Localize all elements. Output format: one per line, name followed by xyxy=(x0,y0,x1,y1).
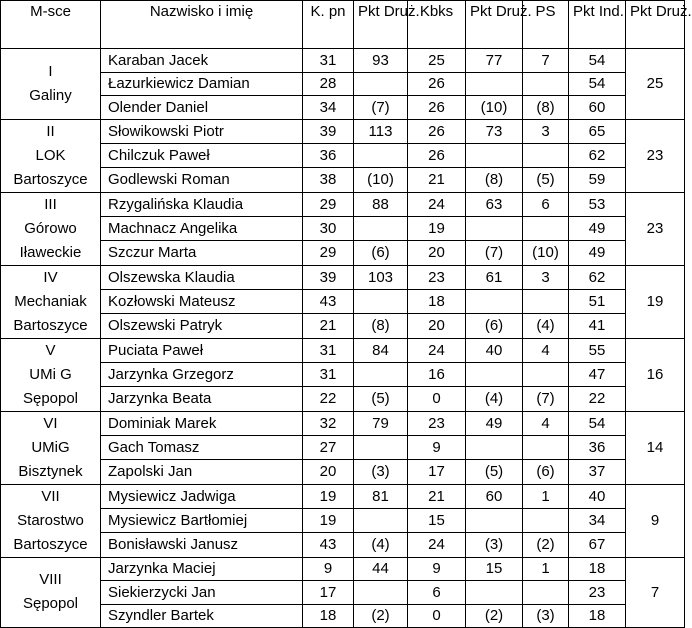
team-cell xyxy=(1,338,101,411)
player-name: Olender Daniel xyxy=(101,96,303,120)
team-cell xyxy=(1,119,101,192)
kbks-score: 23 xyxy=(408,411,466,435)
table-row xyxy=(1,387,685,411)
header-pkt-druz-kbks: Pkt Druż. xyxy=(466,1,523,49)
table-row xyxy=(1,484,685,508)
kpn-score: 39 xyxy=(303,265,354,289)
kbks-score: 26 xyxy=(408,96,466,120)
header-row xyxy=(1,1,685,49)
kpn-score: 43 xyxy=(303,289,354,313)
header-ps: PS xyxy=(523,1,569,49)
kpn-score: 31 xyxy=(303,362,354,386)
kbks-score: 20 xyxy=(408,314,466,338)
pkt-ind: 53 xyxy=(569,192,626,216)
kpn-score: 18 xyxy=(303,604,354,628)
player-name: Jarzynka Grzegorz xyxy=(101,362,303,386)
ps-team-rank: (7) xyxy=(523,387,569,411)
team-name-line: Bartoszyce xyxy=(13,316,88,334)
kpn-team-rank: (10) xyxy=(354,168,408,192)
player-name: Machnacz Angelika xyxy=(101,216,303,240)
table-row xyxy=(1,192,685,216)
pkt-ind: 47 xyxy=(569,362,626,386)
player-name: Dominiak Marek xyxy=(101,411,303,435)
player-name: Mysiewicz Jadwiga xyxy=(101,484,303,508)
table-row xyxy=(1,533,685,557)
pkt-ind: 62 xyxy=(569,143,626,167)
ps-team-points xyxy=(523,435,569,459)
player-name: Olszewska Klaudia xyxy=(101,265,303,289)
player-name: Mysiewicz Bartłomiej xyxy=(101,508,303,532)
header-kbks: Kbks xyxy=(408,1,466,49)
kpn-team-points xyxy=(354,362,408,386)
team-name-line: LOK xyxy=(35,146,66,164)
kpn-team-points: 93 xyxy=(354,49,408,73)
kpn-score: 29 xyxy=(303,192,354,216)
team-name-line: Mechaniak xyxy=(14,292,87,310)
kpn-team-points xyxy=(354,435,408,459)
team-name-line: Górowo xyxy=(24,219,77,237)
ps-team-rank: (3) xyxy=(523,604,569,628)
header-pkt-ind: Pkt Ind. xyxy=(569,1,626,49)
team-cell xyxy=(1,484,101,557)
table-row xyxy=(1,143,685,167)
results-body xyxy=(1,49,685,628)
kbks-score: 6 xyxy=(408,581,466,605)
table-row xyxy=(1,265,685,289)
kbks-score: 24 xyxy=(408,192,466,216)
table-row xyxy=(1,362,685,386)
pkt-ind: 37 xyxy=(569,460,626,484)
table-row xyxy=(1,216,685,240)
table-row xyxy=(1,435,685,459)
table-row xyxy=(1,289,685,313)
kpn-team-points: 103 xyxy=(354,265,408,289)
kpn-team-points xyxy=(354,508,408,532)
kpn-score: 29 xyxy=(303,241,354,265)
team-name-line: Starostwo xyxy=(17,511,84,529)
ps-team-points: 7 xyxy=(523,49,569,73)
kpn-score: 36 xyxy=(303,143,354,167)
team-name-line: Sępopol xyxy=(22,389,79,407)
kbks-team-rank: (2) xyxy=(466,604,523,628)
kbks-score: 26 xyxy=(408,119,466,143)
kbks-team-points: 60 xyxy=(466,484,523,508)
team-place: II xyxy=(46,122,55,140)
kbks-score: 26 xyxy=(408,143,466,167)
kpn-team-rank: (7) xyxy=(354,96,408,120)
team-place: VI xyxy=(43,414,58,432)
team-name-line: Iławeckie xyxy=(19,243,82,261)
player-name: Jarzynka Maciej xyxy=(101,557,303,581)
kpn-score: 38 xyxy=(303,168,354,192)
kpn-score: 31 xyxy=(303,49,354,73)
table-row xyxy=(1,411,685,435)
player-name: Siekierzycki Jan xyxy=(101,581,303,605)
ps-team-points xyxy=(523,216,569,240)
kpn-team-rank: (6) xyxy=(354,241,408,265)
kpn-team-points: 81 xyxy=(354,484,408,508)
kpn-team-rank: (3) xyxy=(354,460,408,484)
team-place: VIII xyxy=(39,571,62,589)
ps-team-points xyxy=(523,508,569,532)
ps-team-points: 4 xyxy=(523,338,569,362)
pkt-ind: 40 xyxy=(569,484,626,508)
final-team-points: 14 xyxy=(626,411,685,484)
kpn-score: 22 xyxy=(303,387,354,411)
player-name: Łazurkiewicz Damian xyxy=(101,72,303,96)
kbks-score: 23 xyxy=(408,265,466,289)
kbks-team-points: 63 xyxy=(466,192,523,216)
kpn-score: 30 xyxy=(303,216,354,240)
ps-team-points xyxy=(523,72,569,96)
player-name: Kozłowski Mateusz xyxy=(101,289,303,313)
player-name: Gach Tomasz xyxy=(101,435,303,459)
kbks-team-points: 61 xyxy=(466,265,523,289)
ps-team-rank: (4) xyxy=(523,314,569,338)
team-name-line: UMiG xyxy=(31,438,70,456)
team-name-line: Galiny xyxy=(29,86,72,104)
table-row xyxy=(1,604,685,628)
header-kpn: K. pn xyxy=(303,1,354,49)
kbks-score: 17 xyxy=(408,460,466,484)
kbks-team-rank: (5) xyxy=(466,460,523,484)
final-team-points: 19 xyxy=(626,265,685,338)
kbks-score: 24 xyxy=(408,338,466,362)
kpn-team-points: 84 xyxy=(354,338,408,362)
ps-team-rank: (6) xyxy=(523,460,569,484)
kbks-team-points: 77 xyxy=(466,49,523,73)
team-name-line: Bartoszyce xyxy=(13,170,88,188)
table-row xyxy=(1,119,685,143)
table-row xyxy=(1,557,685,581)
kbks-score: 26 xyxy=(408,72,466,96)
header-name: Nazwisko i imię xyxy=(101,1,303,49)
kbks-score: 18 xyxy=(408,289,466,313)
pkt-ind: 22 xyxy=(569,387,626,411)
kbks-team-points: 40 xyxy=(466,338,523,362)
ps-team-rank: (10) xyxy=(523,241,569,265)
team-name-line: UMi G xyxy=(29,365,72,383)
ps-team-points: 1 xyxy=(523,557,569,581)
pkt-ind: 54 xyxy=(569,411,626,435)
header-pkt-druz-final: Pkt Druż. xyxy=(626,1,685,49)
kbks-team-points xyxy=(466,508,523,532)
player-name: Jarzynka Beata xyxy=(101,387,303,411)
kbks-team-rank: (6) xyxy=(466,314,523,338)
ps-team-points: 3 xyxy=(523,119,569,143)
ps-team-rank: (5) xyxy=(523,168,569,192)
kpn-score: 28 xyxy=(303,72,354,96)
kpn-score: 19 xyxy=(303,508,354,532)
kpn-team-points: 113 xyxy=(354,119,408,143)
team-place: V xyxy=(45,341,56,359)
kbks-score: 25 xyxy=(408,49,466,73)
header-pkt-druz-kpn: Pkt Druż. xyxy=(354,1,408,49)
table-row xyxy=(1,72,685,96)
team-cell xyxy=(1,265,101,338)
final-team-points: 7 xyxy=(626,557,685,628)
kbks-team-rank: (8) xyxy=(466,168,523,192)
final-team-points: 23 xyxy=(626,119,685,192)
kbks-score: 9 xyxy=(408,557,466,581)
pkt-ind: 65 xyxy=(569,119,626,143)
kbks-score: 20 xyxy=(408,241,466,265)
kbks-team-points xyxy=(466,581,523,605)
kbks-team-rank: (3) xyxy=(466,533,523,557)
ps-team-points: 1 xyxy=(523,484,569,508)
kbks-team-points xyxy=(466,362,523,386)
kpn-score: 21 xyxy=(303,314,354,338)
kbks-team-rank: (4) xyxy=(466,387,523,411)
player-name: Puciata Paweł xyxy=(101,338,303,362)
pkt-ind: 18 xyxy=(569,604,626,628)
player-name: Zapolski Jan xyxy=(101,460,303,484)
team-place: I xyxy=(48,62,53,80)
pkt-ind: 62 xyxy=(569,265,626,289)
kpn-score: 17 xyxy=(303,581,354,605)
team-name-line: Bartoszyce xyxy=(13,535,88,553)
team-name-line: Sępopol xyxy=(22,595,79,613)
pkt-ind: 54 xyxy=(569,72,626,96)
pkt-ind: 41 xyxy=(569,314,626,338)
kpn-score: 9 xyxy=(303,557,354,581)
kbks-score: 0 xyxy=(408,604,466,628)
kpn-score: 31 xyxy=(303,338,354,362)
kpn-score: 32 xyxy=(303,411,354,435)
player-name: Bonisławski Janusz xyxy=(101,533,303,557)
team-cell xyxy=(1,192,101,265)
kbks-team-points: 49 xyxy=(466,411,523,435)
kpn-score: 43 xyxy=(303,533,354,557)
table-row xyxy=(1,49,685,73)
ps-team-points xyxy=(523,289,569,313)
kpn-team-points xyxy=(354,216,408,240)
ps-team-points xyxy=(523,143,569,167)
kbks-team-points xyxy=(466,72,523,96)
kbks-team-points xyxy=(466,289,523,313)
kbks-score: 24 xyxy=(408,533,466,557)
kpn-score: 19 xyxy=(303,484,354,508)
kpn-team-points xyxy=(354,581,408,605)
pkt-ind: 18 xyxy=(569,557,626,581)
kpn-team-rank: (4) xyxy=(354,533,408,557)
table-row xyxy=(1,314,685,338)
player-name: Szyndler Bartek xyxy=(101,604,303,628)
table-row xyxy=(1,581,685,605)
kpn-team-points: 79 xyxy=(354,411,408,435)
team-cell xyxy=(1,49,101,120)
ps-team-points xyxy=(523,581,569,605)
pkt-ind: 67 xyxy=(569,533,626,557)
player-name: Chilczuk Paweł xyxy=(101,143,303,167)
kbks-team-points: 15 xyxy=(466,557,523,581)
kpn-score: 39 xyxy=(303,119,354,143)
pkt-ind: 59 xyxy=(569,168,626,192)
final-team-points: 16 xyxy=(626,338,685,411)
pkt-ind: 23 xyxy=(569,581,626,605)
player-name: Karaban Jacek xyxy=(101,49,303,73)
final-team-points: 9 xyxy=(626,484,685,557)
kbks-score: 9 xyxy=(408,435,466,459)
pkt-ind: 55 xyxy=(569,338,626,362)
ps-team-points xyxy=(523,362,569,386)
team-cell xyxy=(1,557,101,628)
team-name-line: Bisztynek xyxy=(18,462,83,480)
table-row xyxy=(1,241,685,265)
kpn-team-points: 88 xyxy=(354,192,408,216)
player-name: Słowikowski Piotr xyxy=(101,119,303,143)
pkt-ind: 51 xyxy=(569,289,626,313)
header-msce: M-sce xyxy=(1,1,101,49)
table-row xyxy=(1,168,685,192)
kbks-team-points: 73 xyxy=(466,119,523,143)
kpn-team-rank: (2) xyxy=(354,604,408,628)
kbks-team-points xyxy=(466,216,523,240)
player-name: Olszewski Patryk xyxy=(101,314,303,338)
kpn-team-points: 44 xyxy=(354,557,408,581)
team-place: VII xyxy=(41,487,60,505)
pkt-ind: 49 xyxy=(569,241,626,265)
kpn-team-points xyxy=(354,143,408,167)
kpn-team-points xyxy=(354,72,408,96)
player-name: Rzygalińska Klaudia xyxy=(101,192,303,216)
table-row xyxy=(1,96,685,120)
kpn-score: 20 xyxy=(303,460,354,484)
table-row xyxy=(1,338,685,362)
team-place: IV xyxy=(43,268,58,286)
kbks-team-rank: (10) xyxy=(466,96,523,120)
kbks-team-points xyxy=(466,435,523,459)
final-team-points: 23 xyxy=(626,192,685,265)
kpn-score: 34 xyxy=(303,96,354,120)
team-cell xyxy=(1,411,101,484)
table-row xyxy=(1,508,685,532)
team-place: III xyxy=(44,195,57,213)
kpn-team-rank: (5) xyxy=(354,387,408,411)
kbks-score: 21 xyxy=(408,484,466,508)
ps-team-rank: (8) xyxy=(523,96,569,120)
kbks-score: 19 xyxy=(408,216,466,240)
pkt-ind: 34 xyxy=(569,508,626,532)
ps-team-points: 4 xyxy=(523,411,569,435)
player-name: Szczur Marta xyxy=(101,241,303,265)
pkt-ind: 60 xyxy=(569,96,626,120)
pkt-ind: 49 xyxy=(569,216,626,240)
ps-team-points: 3 xyxy=(523,265,569,289)
kbks-score: 15 xyxy=(408,508,466,532)
pkt-ind: 54 xyxy=(569,49,626,73)
kbks-score: 21 xyxy=(408,168,466,192)
player-name: Godlewski Roman xyxy=(101,168,303,192)
kbks-team-rank: (7) xyxy=(466,241,523,265)
ps-team-points: 6 xyxy=(523,192,569,216)
kbks-score: 0 xyxy=(408,387,466,411)
table-row xyxy=(1,460,685,484)
ps-team-rank: (2) xyxy=(523,533,569,557)
final-team-points: 25 xyxy=(626,49,685,120)
kpn-team-rank: (8) xyxy=(354,314,408,338)
kpn-score: 27 xyxy=(303,435,354,459)
pkt-ind: 36 xyxy=(569,435,626,459)
kbks-team-points xyxy=(466,143,523,167)
kbks-score: 16 xyxy=(408,362,466,386)
kpn-team-points xyxy=(354,289,408,313)
